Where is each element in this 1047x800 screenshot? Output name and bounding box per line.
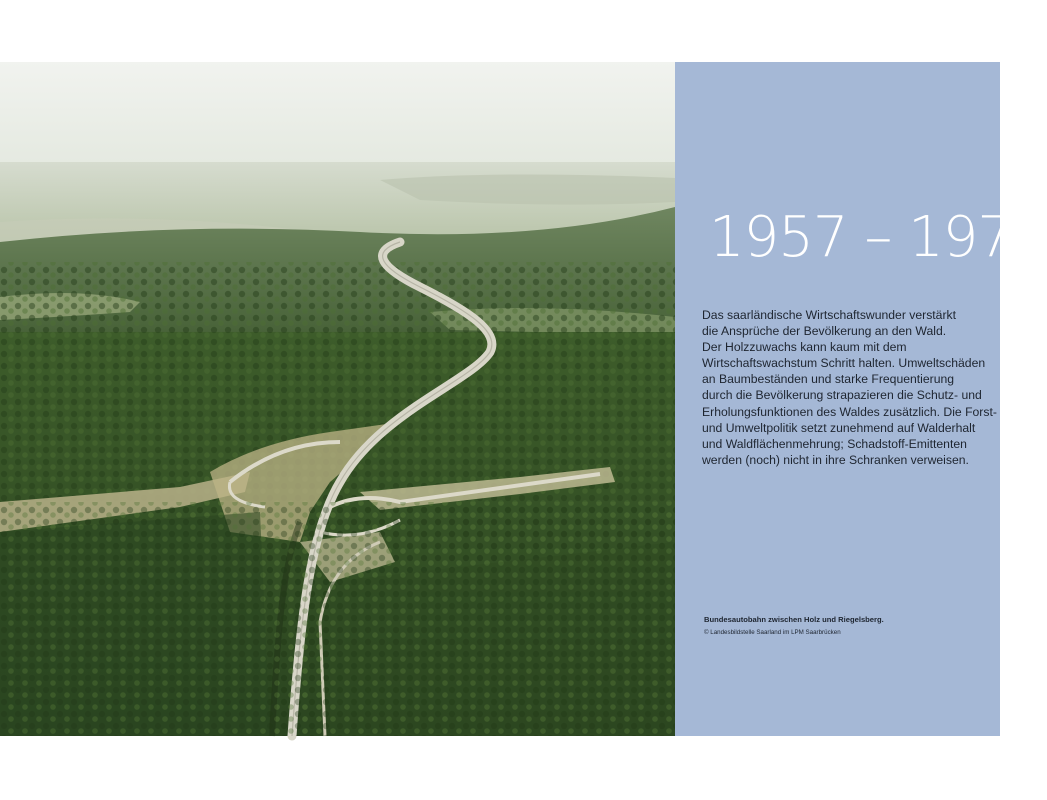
aerial-photo-motorway-through-forest — [0, 62, 675, 736]
body-line: Der Holzzuwachs kann kaum mit dem — [702, 340, 907, 355]
body-line: Wirtschaftswachstum Schritt halten. Umweltschäden — [702, 356, 986, 371]
body-line: und Umweltpolitik setzt zunehmend auf Walderhalt — [702, 420, 976, 435]
body-line: werden (noch) nicht in ihre Schranken verweisen. — [702, 452, 969, 467]
photo-caption: Bundesautobahn zwischen Holz und Riegelsberg. — [704, 615, 884, 624]
aerial-photo-illustration — [0, 62, 675, 736]
body-line: an Baumbeständen und starke Frequentierung — [702, 372, 955, 387]
page-spread — [0, 62, 1047, 736]
year-range-heading: 1957 – 1970 — [709, 205, 1047, 270]
body-line: die Ansprüche der Bevölkerung an den Wald. — [702, 324, 947, 339]
text-panel — [675, 62, 1047, 736]
photo-credit: © Landesbildstelle Saarland im LPM Saarbrücken — [704, 629, 841, 636]
body-line: Erholungsfunktionen des Waldes zusätzlich. Die Forst- — [702, 404, 997, 419]
body-line: und Waldflächenmehrung; Schadstoff-Emittenten — [702, 436, 967, 451]
body-line: durch die Bevölkerung strapazieren die Schutz- und — [702, 388, 982, 403]
body-line: Das saarländische Wirtschaftswunder verstärkt — [702, 308, 956, 322]
body-paragraph — [702, 307, 997, 468]
